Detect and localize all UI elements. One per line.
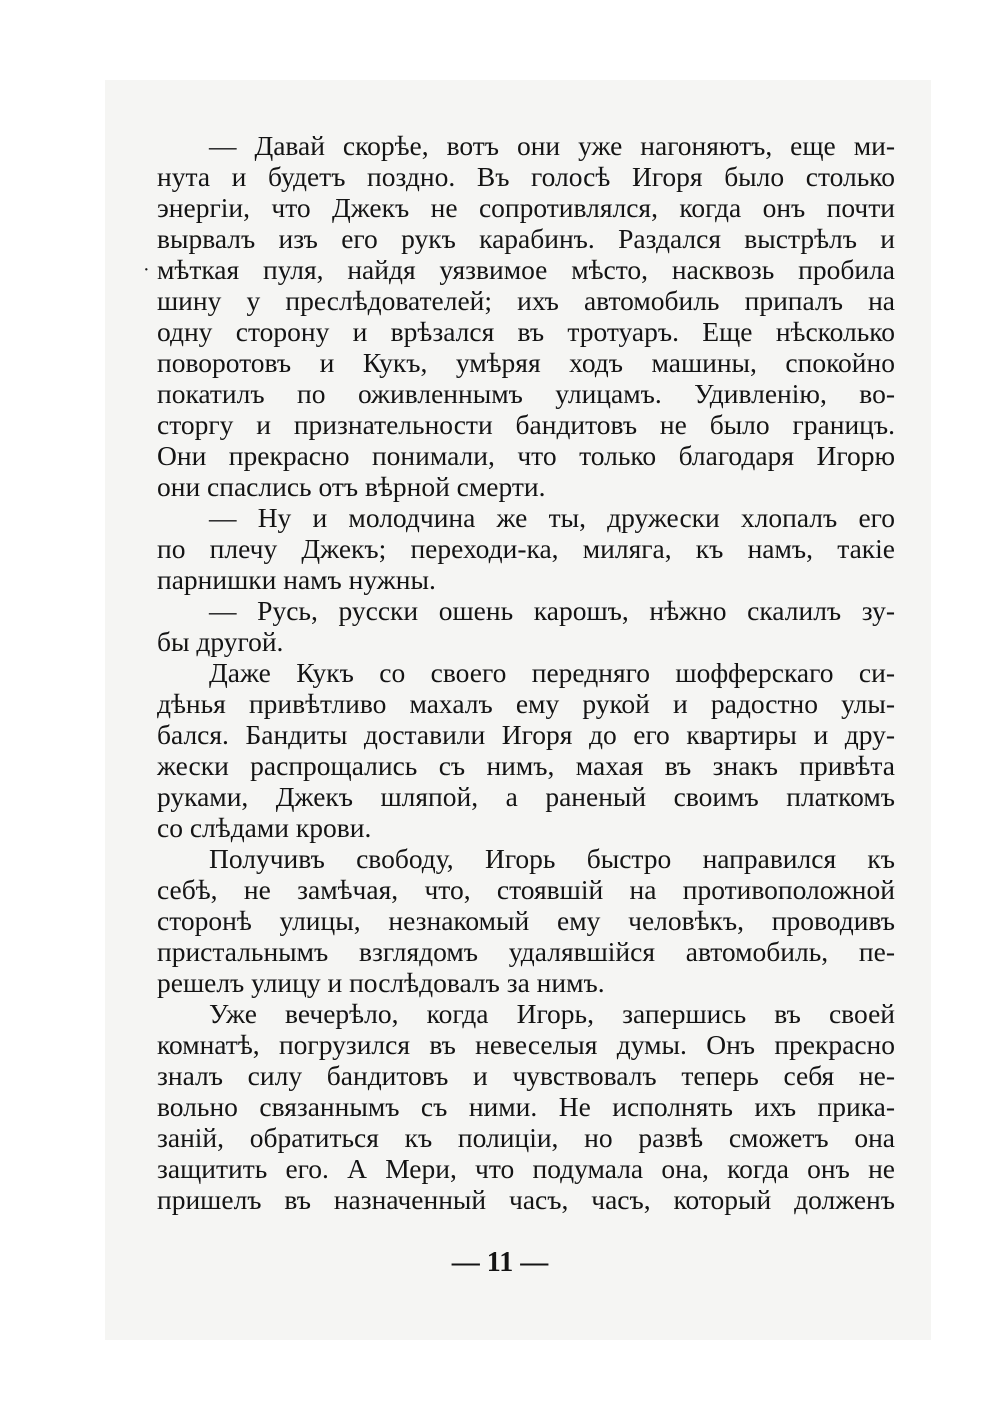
- text-line: поворотовъ и Кукъ, умѣряя ходъ машины, спокойно: [157, 347, 895, 378]
- text-line: они спаслись отъ вѣрной смерти.: [157, 471, 546, 502]
- margin-mark: ·: [143, 259, 150, 281]
- text-line: парнишки намъ нужны.: [157, 564, 436, 595]
- text-line: заній, обратиться къ полиціи, но развѣ сможетъ она: [157, 1122, 895, 1153]
- text-line: пристальнымъ взглядомъ удалявшійся автомобиль, пе-: [157, 936, 895, 967]
- text-line: руками, Джекъ шляпой, а раненый своимъ платкомъ: [157, 781, 895, 812]
- text-line: со слѣдами крови.: [157, 812, 372, 843]
- text-line: комнатѣ, погрузился въ невеселыя думы. Онъ прекрасно: [157, 1029, 895, 1060]
- paragraph: [157, 843, 895, 998]
- text-line: решелъ улицу и послѣдовалъ за нимъ.: [157, 967, 605, 998]
- text-line: Они прекрасно понимали, что только благодаря Игорю: [157, 440, 895, 471]
- text-line: дѣнья привѣтливо махалъ ему рукой и радостно улы-: [157, 688, 895, 719]
- text-line: энергіи, что Джекъ не сопротивлялся, когда онъ почти: [157, 192, 895, 223]
- text-line: Получивъ свободу, Игорь быстро направился къ: [209, 843, 895, 874]
- text-line: бы другой.: [157, 626, 284, 657]
- page-number: — 11 —: [451, 1247, 549, 1278]
- paragraph: [157, 502, 895, 595]
- text-line: по плечу Джекъ; переходи-ка, миляга, къ намъ, такіе: [157, 533, 895, 564]
- text-line: защитить его. А Мери, что подумала она, когда онъ не: [157, 1153, 895, 1184]
- text-line: нута и будетъ поздно. Въ голосѣ Игоря было столько: [157, 161, 895, 192]
- text-line: — Русь, русски ошень карошъ, нѣжно скалилъ зу-: [209, 595, 895, 626]
- text-line: пришелъ въ назначенный часъ, часъ, который долженъ: [157, 1184, 895, 1215]
- text-line: зналъ силу бандитовъ и чувствовалъ теперь себя не-: [157, 1060, 895, 1091]
- text-line: себѣ, не замѣчая, что, стоявшій на противоположной: [157, 874, 895, 905]
- text-line: бался. Бандиты доставили Игоря до его квартиры и дру-: [157, 719, 895, 750]
- text-line: сторгу и признательности бандитовъ не было границъ.: [157, 409, 895, 440]
- paragraph: [157, 657, 895, 843]
- body-text: [157, 130, 895, 1215]
- text-line: покатилъ по оживленнымъ улицамъ. Удивленію, во-: [157, 378, 895, 409]
- text-line: вырвалъ изъ его рукъ карабинъ. Раздался выстрѣлъ и: [157, 223, 895, 254]
- text-line: жески распрощались съ нимъ, махая въ знакъ привѣта: [157, 750, 895, 781]
- text-line: Даже Кукъ со своего передняго шофферскаго си-: [209, 657, 895, 688]
- text-line: — Давай скорѣе, вотъ они уже нагоняютъ, еще ми-: [209, 130, 895, 161]
- text-line: шину у преслѣдователей; ихъ автомобиль припалъ на: [157, 285, 895, 316]
- text-line: одну сторону и врѣзался въ тротуаръ. Еще нѣсколько: [157, 316, 895, 347]
- paragraph: [157, 130, 895, 502]
- text-line: сторонѣ улицы, незнакомый ему человѣкъ, проводивъ: [157, 905, 895, 936]
- paragraph: [157, 998, 895, 1215]
- paragraph: [157, 595, 895, 657]
- text-line: Уже вечерѣло, когда Игорь, запершись въ своей: [209, 998, 895, 1029]
- text-line: — Ну и молодчина же ты, дружески хлопалъ его: [209, 502, 895, 533]
- text-line: мѣткая пуля, найдя уязвимое мѣсто, насквозь пробила: [157, 254, 895, 285]
- text-line: вольно связаннымъ съ ними. Не исполнять ихъ прика-: [157, 1091, 895, 1122]
